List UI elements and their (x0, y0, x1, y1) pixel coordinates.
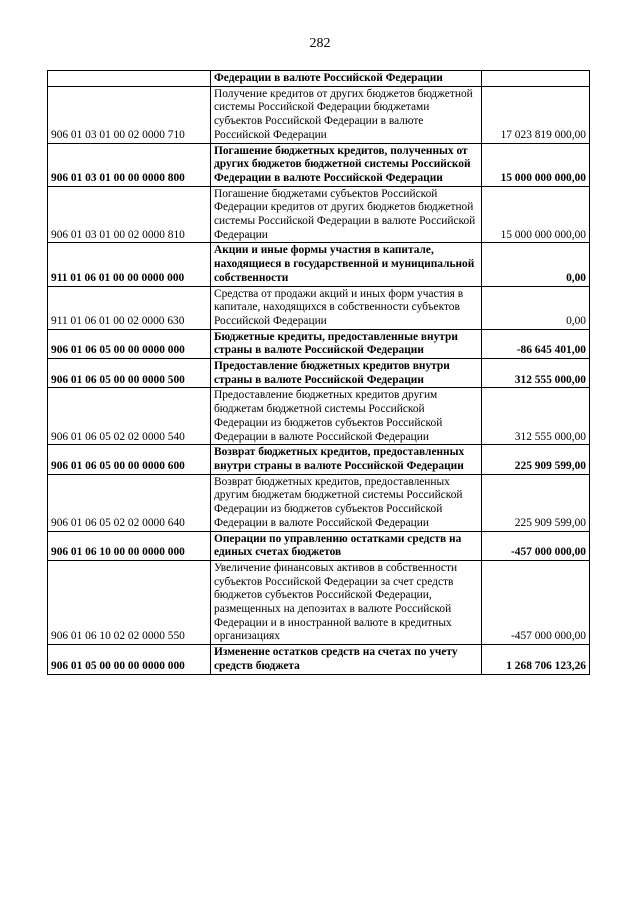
item-name-cell: Бюджетные кредиты, предоставленные внутри страны в валюте Российской Федерации (211, 329, 482, 358)
table-row (48, 86, 590, 143)
table-row (48, 243, 590, 286)
table-row (48, 445, 590, 474)
budget-code-cell: 906 01 03 01 00 00 0000 800 (48, 143, 211, 186)
amount-cell: 312 555 000,00 (482, 359, 590, 388)
amount-cell (482, 71, 590, 87)
budget-code-cell: 906 01 06 05 00 00 0000 500 (48, 359, 211, 388)
budget-code-cell: 906 01 06 05 02 02 0000 540 (48, 388, 211, 445)
item-name-cell: Погашение бюджетами субъектов Российской Федерации кредитов от других бюджетов бюджетной системы Российской Федерации в валюте Российской Федерации (211, 186, 482, 243)
amount-cell: 312 555 000,00 (482, 388, 590, 445)
table-row (48, 645, 590, 674)
table-row (48, 531, 590, 560)
table-row (48, 560, 590, 644)
table-row (48, 186, 590, 243)
amount-cell: 1 268 706 123,26 (482, 645, 590, 674)
amount-cell: 0,00 (482, 286, 590, 329)
table-row (48, 388, 590, 445)
budget-code-cell: 906 01 05 00 00 00 0000 000 (48, 645, 211, 674)
budget-code-cell: 906 01 06 10 00 00 0000 000 (48, 531, 211, 560)
item-name-cell: Предоставление бюджетных кредитов внутри страны в валюте Российской Федерации (211, 359, 482, 388)
budget-code-cell: 906 01 06 05 00 00 0000 000 (48, 329, 211, 358)
item-name-cell: Средства от продажи акций и иных форм участия в капитале, находящихся в собственности субъектов Российской Федерации (211, 286, 482, 329)
item-name-cell: Получение кредитов от других бюджетов бюджетной системы Российской Федерации бюджетами субъектов Российской Федерации в валюте Российской Федерации (211, 86, 482, 143)
amount-cell: 17 023 819 000,00 (482, 86, 590, 143)
amount-cell: -457 000 000,00 (482, 560, 590, 644)
budget-code-cell: 906 01 06 05 00 00 0000 600 (48, 445, 211, 474)
table-row (48, 71, 590, 87)
amount-cell: 225 909 599,00 (482, 445, 590, 474)
budget-code-cell: 906 01 03 01 00 02 0000 810 (48, 186, 211, 243)
budget-code-cell: 906 01 06 05 02 02 0000 640 (48, 474, 211, 531)
item-name-cell: Увеличение финансовых активов в собственности субъектов Российской Федерации за счет средств бюджетов субъектов Российской Федерации, размещенных на депозитах в валюте Российской Федерации и в иностранной валюте в кредитных организациях (211, 560, 482, 644)
budget-code-cell: 911 01 06 01 00 00 0000 000 (48, 243, 211, 286)
amount-cell: -457 000 000,00 (482, 531, 590, 560)
item-name-cell: Возврат бюджетных кредитов, предоставленных другим бюджетам бюджетной системы Российской Федерации из бюджетов субъектов Российской Федерации в валюте Российской Федерации (211, 474, 482, 531)
amount-cell: 0,00 (482, 243, 590, 286)
budget-code-cell (48, 71, 211, 87)
amount-cell: -86 645 401,00 (482, 329, 590, 358)
table-row (48, 474, 590, 531)
item-name-cell: Погашение бюджетных кредитов, полученных от других бюджетов бюджетной системы Российской Федерации в валюте Российской Федерации (211, 143, 482, 186)
item-name-cell: Операции по управлению остатками средств на единых счетах бюджетов (211, 531, 482, 560)
item-name-cell: Федерации в валюте Российской Федерации (211, 71, 482, 87)
budget-code-cell: 911 01 06 01 00 02 0000 630 (48, 286, 211, 329)
budget-sources-table (47, 70, 590, 675)
amount-cell: 15 000 000 000,00 (482, 186, 590, 243)
item-name-cell: Возврат бюджетных кредитов, предоставленных внутри страны в валюте Российской Федерации (211, 445, 482, 474)
page-number: 282 (309, 36, 331, 51)
table-row (48, 143, 590, 186)
item-name-cell: Предоставление бюджетных кредитов другим бюджетам бюджетной системы Российской Федерации из бюджетов субъектов Российской Федерации в валюте Российской Федерации (211, 388, 482, 445)
table-body (48, 71, 590, 675)
budget-code-cell: 906 01 06 10 02 02 0000 550 (48, 560, 211, 644)
item-name-cell: Акции и иные формы участия в капитале, находящиеся в государственной и муниципальной собственности (211, 243, 482, 286)
amount-cell: 15 000 000 000,00 (482, 143, 590, 186)
table-row (48, 286, 590, 329)
table-row (48, 329, 590, 358)
table-row (48, 359, 590, 388)
amount-cell: 225 909 599,00 (482, 474, 590, 531)
budget-code-cell: 906 01 03 01 00 02 0000 710 (48, 86, 211, 143)
item-name-cell: Изменение остатков средств на счетах по учету средств бюджета (211, 645, 482, 674)
